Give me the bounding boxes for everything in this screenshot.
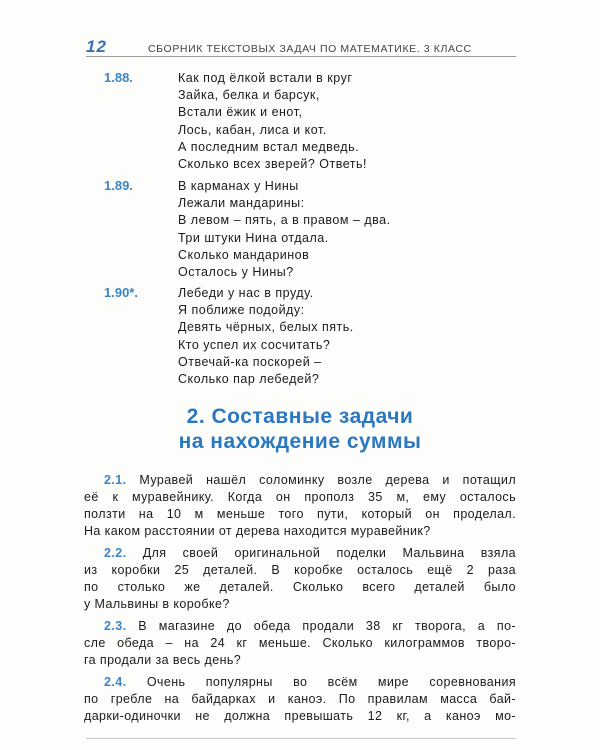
poem-text — [178, 70, 367, 173]
problem-line: у Мальвины в коробке? — [84, 597, 230, 611]
page-number: 12 — [86, 37, 107, 56]
problem-line — [84, 545, 516, 562]
running-header-title: СБОРНИК ТЕКСТОВЫХ ЗАДАЧ ПО МАТЕМАТИКЕ. 3 КЛАСС — [148, 43, 472, 55]
problem-number: 1.88. — [104, 70, 133, 85]
problem-2-2 — [84, 545, 516, 613]
poem-line: Как под ёлкой встали в круг — [178, 71, 353, 85]
problem-number: 2.3. — [104, 619, 127, 633]
page-bottom-edge — [86, 738, 516, 739]
problem-line: из коробки 25 деталей. В коробке осталось ещё 2 раза — [84, 563, 516, 577]
poem-line: Кто успел их сосчитать? — [178, 337, 331, 352]
problem-number: 2.4. — [104, 675, 127, 689]
problem-line: дарки-одиночки не должна превышать 12 кг, а каноэ мо- — [84, 709, 516, 723]
poem-line: А последним встал медведь. — [178, 139, 360, 154]
problem-number: 1.90*. — [104, 285, 138, 300]
problem-text: Очень популярны во всём мире соревнования — [146, 675, 517, 689]
poem-line: В левом – пять, а в правом – два. — [178, 213, 391, 228]
poem-line: Лось, кабан, лиса и кот. — [178, 122, 327, 137]
poem-text — [178, 285, 354, 388]
problem-line: га продали за весь день? — [84, 653, 242, 667]
poem-line: Отвечай-ка поскорей – — [178, 354, 322, 369]
problem-text: В магазине до обеда продали 38 кг творога, а по- — [138, 619, 516, 633]
problem-number: 1.89. — [104, 178, 133, 193]
problem-line: ползти на 10 м меньше того пути, который он проделал. — [84, 507, 516, 521]
poem-line: Сколько всех зверей? Ответь! — [178, 157, 367, 172]
section-heading-line: 2. Составные задачи — [186, 405, 414, 428]
problem-text: Для своей оригинальной поделки Мальвина взяла — [142, 546, 516, 560]
poem-line: Девять чёрных, белых пять. — [178, 320, 354, 335]
section-heading-line: на нахождение суммы — [178, 430, 422, 453]
poem-line: Встали ёжик и енот, — [178, 105, 303, 120]
problem-2-3 — [84, 618, 516, 669]
poem-line: Лежали мандарины: — [178, 196, 305, 211]
problem-line — [84, 618, 516, 635]
problem-line — [84, 472, 516, 489]
problem-line: её к муравейнику. Когда он прополз 35 м, ему осталось — [84, 490, 516, 504]
running-header — [86, 37, 516, 57]
poem-line: В карманах у Нины — [178, 179, 299, 193]
problem-number: 2.1. — [104, 473, 127, 487]
problem-2-4 — [84, 674, 516, 725]
poem-line: Лебеди у нас в пруду. — [178, 286, 314, 300]
poem-line: Я поближе подойду: — [178, 303, 305, 318]
problem-number: 2.2. — [104, 546, 127, 560]
poem-line: Зайка, белка и барсук, — [178, 88, 320, 103]
problem-text: Муравей нашёл соломинку возле дерева и потащил — [139, 473, 517, 487]
poem-text — [178, 178, 391, 281]
problem-line: На каком расстоянии от дерева находится муравейник? — [84, 524, 431, 538]
poem-line: Три штуки Нина отдала. — [178, 230, 329, 245]
problem-list — [84, 472, 516, 730]
problem-line: по столько же деталей. Сколько всего деталей было — [84, 580, 516, 594]
poem-line: Осталось у Нины? — [178, 265, 294, 280]
problem-2-1 — [84, 472, 516, 540]
problem-line — [84, 674, 516, 691]
problem-line: сле обеда – на 24 кг меньше. Сколько килограммов творо- — [84, 636, 516, 650]
problem-line: по гребле на байдарках и каноэ. По правилам масса бай- — [84, 692, 516, 706]
poem-line: Сколько пар лебедей? — [178, 372, 320, 387]
section-heading — [0, 404, 600, 454]
poem-line: Сколько мандаринов — [178, 247, 310, 262]
